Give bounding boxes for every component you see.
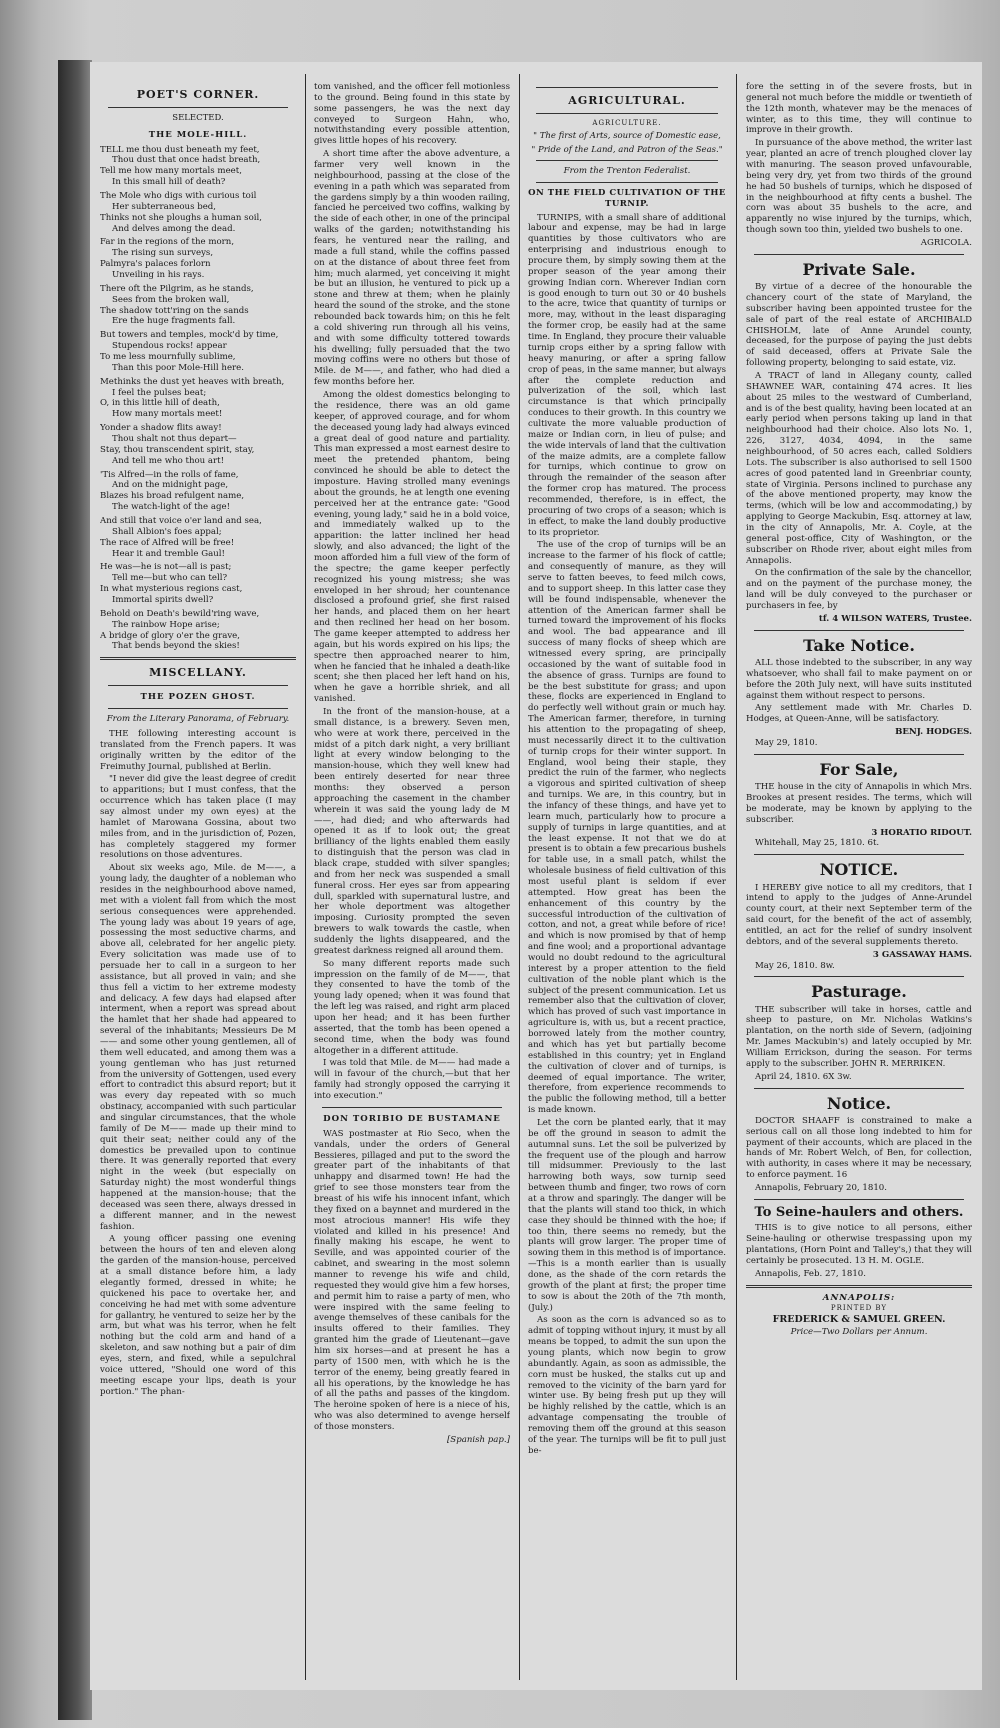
column-rule bbox=[519, 74, 520, 1680]
divider bbox=[746, 1285, 972, 1288]
notice-title: NOTICE. bbox=[819, 860, 899, 880]
poem-line: The shadow tott'ring on the sands bbox=[100, 305, 249, 316]
article-paragraph: The use of the crop of turnips will be an increase to the farmer of his flock of cattle; and consequently of manure, as they will serve to fatten beeves, to feed milch cows, and to support sheep. In this latter case they will be found indispensable, whenever the attention of the American farmer shall be turned toward the improvement of his flocks and wool. The bad appearance and ill success of many flocks of sheep which are witnessed every spring, are principally occasioned by the want of suitable food in the absence of grass. Turnips are found to be the best substitute for grass; and upon these, flocks are experienced in England to do perfectly well without grain or much hay. The American farmer, therefore, in turning his attention to the propagating of sheep, must necessarily direct it to the cultivation of turnip crops for their winter support. In England, wool being their staple, they predict the ruin of the farmer, who neglects a vigorous and spirited cultivation of sheep and turnips. We are, in this country, but in the infancy of these things, and have yet to learn much, particularly how to procure a supply of turnips in large quantities, and at the least expense. It not that we do at present is to obtain a few precarious bushels for table use, in a small patch, whilst the wholesale business of field cultivation of this most useful plant is seldom if ever attempted. How great has been the enhancement of this country by the successful introduction of the cultivation of cotton, and not, a great while before of rice! and which is now promised by that of hemp and fine wool; and a proportional advantage would no doubt redound to the agricultural interest by a proper attention to the field cultivation of the noble plant which is the subject of the present communication. Let us remember also that the cultivation of clover, which has proved of such vast importance in agriculture is, with us, but a recent practice, borrowed lately from the mother country, and which has yet but partially become established in this country; yet in England the cultivation of clover and of turnips, is deemed of equal importance. The writer, therefore, from experience recommends to the public the following method, till a better is made known. bbox=[528, 540, 726, 1116]
poem-line: Blazes his broad refulgent name, bbox=[100, 491, 245, 502]
story-paragraph: About six weeks ago, Mile. de M——, a young lady, the daughter of a nobleman who resides in the neighbourhood above named, met with a violent fall from which the most serious consequences were apprehended. The young lady was about 19 years of age, possessing the most seductive charms, and above all, celebrated for her angelic piety. Every solicitation was made use of to persuade her to call in a surgeon to her assistance, but all proved in vain; and she thus fell a victim to her extreme modesty and delicacy. A few days had elapsed after interment, when a report was spread about the hamlet that her shade had appeared to several of the inhabitants; Messieurs De M—— and some other young gentlemen, all of them well educated, and among them was a young gentleman who has just returned from the university of Gottengen, used every effort to contradict this absurd report; but it was every day repeated with so much obstinacy, accompanied with such particular and singular circumstances, that the whole family of De M—— made up their mind to quit their seat; neither could any of the domestics be prevailed upon to continue there. It was generally reported that every night in the week (but especially on Saturday night) the most wonderful things happened at the mansion-house; that the deceased was seen there, always dressed in a different manner, and in the newest fashion. bbox=[100, 863, 296, 1232]
poem-line: Her subterraneous bed, bbox=[112, 201, 217, 212]
article-paragraph: fore the setting in of the severe frosts, but in general not much before the middle or twentieth of the 12th month, whatever may be the menaces of winter, as to this time, they will continue to improve in their growth. bbox=[746, 82, 972, 136]
ad-text: A TRACT of land in Allegany county, called SHAWNEE WAR, containing 474 acres. It lies about 25 miles to the westward of Cumberland, and is of the best quality, having been located at an early period when persons taking up land in that neighbourhood had their choice. Also lots No. 1, 226, 3127, 4034, 4094, in the same neighbourhood, of 50 acres each, called Soldiers Lots. The subscriber is also authorised to sell 1500 acres of good patented land in Greenbriar county, state of Virginia. Persons inclined to purchase any of the above mentioned property, may know the terms, (which will be low and accommodating,) by applying to George Mackubin, Esq. attorney at law, in the city of Annapolis, Mr. A. Coyle, at the general post-office, City of Washington, or the subscriber on Rhode river, about eight miles from Annapolis. bbox=[746, 371, 972, 566]
story-paragraph: tom vanished, and the officer fell motionless to the ground. Being found in this state by some passengers, he was the next day conveyed to Surgeon Hahn, who, notwithstanding every possible attention, gives little hopes of his recovery. bbox=[314, 82, 510, 147]
divider bbox=[108, 685, 288, 686]
article-signature: AGRICOLA. bbox=[920, 238, 972, 249]
imprint-printers: FREDERICK & SAMUEL GREEN. bbox=[772, 1314, 946, 1326]
poem-line: Than this poor Mole-Hill here. bbox=[112, 362, 244, 373]
poem-line: In this small hill of death? bbox=[112, 177, 226, 188]
divider bbox=[754, 630, 964, 631]
story-paragraph: A young officer passing one evening between the hours of ten and eleven along the garden of the mansion-house, perceived at a small distance before him, a lady elegantly formed, dressed in white; he quickened his pace to overtake her, and conceiving he had met with some adventure for gallantry, he ventured to seize her by the arm, but what was his terror, when he felt nothing but the cold arm and hand of a skeleton, and saw nothing but a pair of dim eyes, stern, and fixed, while a sepulchral voice uttered, "Should one word of this meeting escape your lips, death is your portion." The phan- bbox=[100, 1234, 296, 1397]
ad-date: May 26, 1810. 8w. bbox=[755, 960, 835, 971]
article-paragraph: As soon as the corn is advanced so as to admit of topping without injury, it must by all means be topped, to admit the sun upon the young plants, which now begin to grow abundantly. Again, as soon as admissible, the corn must be husked, the stalks cut up and removed to the vicinity of the barn yard for winter use. By being fresh put up they will be highly relished by the cattle, which is an advantage compensating the trouble of removing them off the ground at this season of the year. The turnips will be fit to pull just be- bbox=[528, 1315, 726, 1456]
poem-line: A bridge of glory o'er the grave, bbox=[100, 630, 240, 641]
poem-line: Methinks the dust yet heaves with breath, bbox=[100, 376, 285, 387]
poem-line: And tell me who thou art! bbox=[112, 455, 225, 466]
take-notice-title: Take Notice. bbox=[803, 635, 915, 655]
divider bbox=[536, 160, 718, 161]
ad-text: I HEREBY give notice to all my creditors, that I intend to apply to the judges of Anne-Arundel county court, at their next September term of the said court, for the benefit of the act of assembly, entitled, an act for the relief of sundry insolvent debtors, and of the several supplements thereto. bbox=[746, 882, 972, 947]
poem bbox=[100, 145, 296, 653]
article-source: From the Trenton Federalist. bbox=[563, 166, 691, 177]
imprint-place: ANNAPOLIS: bbox=[822, 1292, 896, 1303]
column-3 bbox=[528, 82, 726, 1676]
pasturage-title: Pasturage. bbox=[811, 982, 907, 1002]
poem-line: Stupendous rocks! appear bbox=[112, 341, 227, 352]
imprint-printed-by: PRINTED BY bbox=[830, 1304, 888, 1313]
story-title: THE POZEN GHOST. bbox=[140, 692, 256, 703]
ad-date: April 24, 1810. 6X 3w. bbox=[755, 1071, 852, 1082]
poem-line: 'Tis Alfred—in the rolls of fame, bbox=[100, 469, 239, 480]
private-sale-title: Private Sale. bbox=[802, 259, 916, 279]
article-paragraph: TURNIPS, with a small share of additional labour and expense, may be had in large quantities by those cultivators who are enterprising and industrious enough to procure them, by simply sowing them at the proper season of the year among their growing Indian corn. Wherever Indian corn is good enough to turn out 30 or 40 bushels to the acre, twice that quantity of turnips or more, may, without in the least disparaging the former crop, be easily had at the same time. In England, they procure their valuable turnip crops either by a spring fallow with heavy manuring, or after a spring fallow crop of peas, in the same manner, but always after the complete reduction and pulverization of the soil, which last circumstance is that which principally conduces to their growth. In this country we cultivate the more valuable production of maize or Indian corn, in lieu of pulse; and the wide intervals of land that the cultivation of the maize admits, are a complete fallow for turnips, which continue to grow on through the remainder of the season after the former crop has matured. The process recommended, therefore, is in effect, the procuring of two crops of a season; which is in effect, to make the land doubly productive to its proprietor. bbox=[528, 212, 726, 538]
poem-line: O, in this little hill of death, bbox=[100, 398, 220, 409]
poem-line: And still that voice o'er land and sea, bbox=[100, 516, 262, 527]
poem-title: THE MOLE-HILL. bbox=[148, 129, 248, 140]
epigraph-line: " Pride of the Land, and Patron of the Seas." bbox=[531, 144, 723, 155]
poem-line: Hear it and tremble Gaul! bbox=[112, 548, 225, 559]
poem-line: Sees from the broken wall, bbox=[112, 294, 230, 305]
poem-line: Tell me—but who can tell? bbox=[112, 573, 228, 584]
ad-text: By virtue of a decree of the honourable the chancery court of the state of Maryland, the subscriber having been appointed trustee for the sale of part of the real estate of ARCHIBALD CHISHOLM, late of Anne Arundel county, deceased, for the purpose of paying the just debts of said deceased, offers at Private Sale the following property, belonging to said estate, viz. bbox=[746, 282, 972, 369]
poem-line: And on the midnight page, bbox=[112, 480, 229, 491]
story2-paragraph: WAS postmaster at Rio Seco, when the vandals, under the orders of General Bessieres, pillaged and put to the sword the greater part of the inhabitants of that unhappy and disarmed town! He had the grief to see those monsters tear from the breast of his wife his innocent infant, which they fixed on a baynnet and murdered in the most atrocious manner! His wife they violated and killed in his presence! And finally making his escape, he went to Seville, and was appointed courier of the cabinet, and swearing in the most solemn manner to revenge his wife and child, requested they would give him a few horses, and permit him to raise a party of men, who were inspired with the same feeling to avenge themselves of these canibals for the insults offered to their families. They granted him the grade of Lieutenant—gave him six horses—and at present he has a party of 1500 men, with which he is the terror of the enemy, being greatly feared in all his operations, by the knowledge he has of all the paths and passes of the kingdom. The heroine spoken of here is a niece of his, who was also determined to avenge herself of those monsters. bbox=[314, 1128, 510, 1432]
ad-signature: 3 HORATIO RIDOUT. bbox=[871, 827, 972, 838]
divider bbox=[754, 1088, 964, 1089]
poem-line: How many mortals meet! bbox=[112, 409, 223, 420]
story-source: From the Literary Panorama, of February. bbox=[106, 714, 290, 725]
for-sale-title: For Sale, bbox=[819, 759, 899, 779]
ad-date: May 29, 1810. bbox=[755, 738, 818, 749]
ad-signature: 3 GASSAWAY HAMS. bbox=[872, 949, 972, 960]
epigraph-label: AGRICULTURE. bbox=[592, 118, 662, 127]
imprint-price: Price—Two Dollars per Annum. bbox=[790, 1327, 928, 1338]
poem-line: Tell me how many mortals meet, bbox=[100, 166, 242, 177]
seine-title: To Seine-haulers and others. bbox=[754, 1204, 964, 1220]
story-paragraph: So many different reports made such impression on the family of de M——, that they consented to have the tomb of the young lady opened; when it was found that the left leg was raised, and right arm placed upon her head; and it has been further asserted, that the tomb has been opened a second time, when the body was found altogether in a different attitude. bbox=[314, 958, 510, 1056]
column-rule bbox=[305, 74, 306, 1680]
divider bbox=[536, 182, 718, 183]
poem-line: Far in the regions of the morn, bbox=[100, 237, 235, 248]
divider bbox=[108, 107, 288, 108]
story-paragraph: I was told that Mile. de M—— had made a will in favour of the church,—but that her family had strongly opposed the carrying it into execution." bbox=[314, 1058, 510, 1102]
poem-line: I feel the pulses beat; bbox=[112, 387, 207, 398]
poem-line: Ere the huge fragments fall. bbox=[112, 316, 236, 327]
divider bbox=[100, 657, 296, 660]
ad-text: On the confirmation of the sale by the chancellor, and on the payment of the purchase money, the land will be duly conveyed to the purchaser or purchasers in fee, by bbox=[746, 568, 972, 612]
divider bbox=[322, 1107, 502, 1108]
poem-line: Shall Albion's foes appal; bbox=[112, 526, 222, 537]
newspaper-page bbox=[90, 62, 982, 1690]
poem-line: To me less mournfully sublime, bbox=[100, 351, 236, 362]
poem-line: The rising sun surveys, bbox=[112, 248, 214, 259]
column-1 bbox=[100, 82, 296, 1676]
poem-line: Thinks not she ploughs a human soil, bbox=[100, 212, 262, 223]
agricultural-heading: AGRICULTURAL. bbox=[568, 94, 686, 107]
ad-text: THE subscriber will take in horses, cattle and sheep to pasture, on Mr. Nicholas Watkins's plantation, on the north side of Severn, (adjoining Mr. James Mackubin's) and lately occupied by Mr. William Errickson, during the season. For terms apply to the subscriber. JOHN R. MERRIKEN. bbox=[746, 1004, 972, 1069]
divider bbox=[536, 113, 718, 114]
poem-line: Unveiling in his rays. bbox=[112, 269, 205, 280]
ad-date: Annapolis, Feb. 27, 1810. bbox=[755, 1268, 866, 1279]
divider bbox=[754, 254, 964, 255]
story-paragraph: "I never did give the least degree of credit to apparitions; but I must confess, that the occurrence which has taken place (I may say almost under my own eyes) at the hamlet of Marowana Gossina, about two miles from, and in the jurisdiction of, Pozen, has completely staggered my former resolutions on those adventures. bbox=[100, 774, 296, 861]
divider bbox=[754, 754, 964, 755]
notice2-title: Notice. bbox=[826, 1093, 892, 1113]
ad-signature: tf. 4 WILSON WATERS, Trustee. bbox=[818, 613, 972, 624]
poem-line: Yonder a shadow flits away! bbox=[100, 423, 222, 434]
article-paragraph: Let the corn be planted early, that it may be off the ground in season to admit the autumnal suns. Let the soil be pulverized by the frequent use of the plough and harrow till midsummer. Previously to the last harrowing both ways, sow turnip seed between thumb and finger, two rows of corn at a throw and sparingly. The danger will be that the plants will stand too thick, in which case they should be thinned with the hoe; if too thin, there seems no remedy, but the plants will grow larger. The proper time of sowing them in this method is of importance.—This is a month earlier than is usually done, as the shade of the corn retards the growth of the plant at first; the proper time to sow is about the 20th of the 7th month, (July.) bbox=[528, 1117, 726, 1313]
divider bbox=[754, 854, 964, 855]
poem-line: The Mole who digs with curious toil bbox=[100, 190, 257, 201]
story-paragraph: THE following interesting account is translated from the French papers. It was originally written by the editor of the Freimuthy Journal, published at Berlin. bbox=[100, 728, 296, 772]
poem-line: In what mysterious regions cast, bbox=[100, 584, 243, 595]
selected-label: SELECTED. bbox=[172, 112, 224, 123]
story-paragraph: In the front of the mansion-house, at a small distance, is a brewery. Seven men, who were at work there, perceived in the midst of a pitch dark night, a very brilliant light at every window belonging to the mansion-house, which they well knew had been entirely deserted for near three months: they observed a person approaching the casement in the chamber wherein it was said the young lady de M——, had died; and who afterwards had opened it as if to look out; the great brilliancy of the lights enabled them easily to distinguish that the person was clad in black crape, studded with silver spangles; and from her neck was suspended a small funeral cross. Her eyes sar from appearing dull, sparkled with supernatural lustre, and her whole deportment was altogether imposing. Curiosity prompted the seven brewers to walk towards the castle, when suddenly the lights disappeared, and the greatest darkness reigned all around them. bbox=[314, 706, 510, 956]
poem-line: And delves among the dead. bbox=[112, 223, 236, 234]
article-title: ON THE FIELD CULTIVATION OF THE TURNIP. bbox=[528, 188, 726, 209]
column-2 bbox=[314, 82, 510, 1676]
ad-signature: BENJ. HODGES. bbox=[895, 727, 972, 738]
poem-line: He was—he is not—all is past; bbox=[100, 562, 232, 573]
poem-line: Behold on Death's bewild'ring wave, bbox=[100, 608, 260, 619]
poem-line: But towers and temples, mock'd by time, bbox=[100, 330, 279, 341]
poem-line: The race of Alfred will be free! bbox=[100, 537, 235, 548]
poem-line: Stay, thou transcendent spirit, stay, bbox=[100, 444, 255, 455]
poem-line: The rainbow Hope arise; bbox=[112, 619, 220, 630]
article-paragraph: In pursuance of the above method, the writer last year, planted an acre of trench ploughed clover lay with manuring. The season proved unfavourable, being very dry, yet from two thirds of the ground he had 50 bushels of turnips, which he disposed of in the neighbourhood at fifty cents a bushel. The corn was about 35 bushels to the acre, and apparently no wise injured by the turnips, which, though sown too thin, yielded two bushels to one. bbox=[746, 138, 972, 236]
poets-corner-heading: POET'S CORNER. bbox=[136, 88, 260, 101]
poem-line: Thou shalt not thus depart— bbox=[112, 434, 237, 444]
poem-line: Thou dust that once hadst breath, bbox=[112, 155, 261, 166]
story-paragraph: A short time after the above adventure, a farmer very well known in the neighbourhood, passing at the close of the evening in a path which was separated from the gardens simply by a thin wooden railing, fancied he perceived two coffins, walking by the side of each other, in one of the principal walks of the garden; notwithstanding his fears, he ventured near the railing, and made a full stand, while the coffins passed on at the distance of about three feet from him; much alarmed, yet conceiving it might be but an illusion, he ventured to pick up a stone and threw at them; when he plainly heard the sound of the stroke, and the stone rebounded back towards him; on this he felt a cold shivering run through all his veins, and with some difficulty tottered towards his dwelling; fully persuaded that the two moving coffins were no others but those of Mile. de M——, and father, who had died a few months before her. bbox=[314, 149, 510, 388]
source-tag: [Spanish pap.] bbox=[446, 1434, 510, 1445]
poem-line: Immortal spirits dwell? bbox=[112, 595, 214, 606]
story2-title: DON TORIBIO DE BUSTAMANE bbox=[323, 1113, 501, 1124]
poem-line: TELL me thou dust beneath my feet, bbox=[100, 144, 260, 155]
ad-text: THIS is to give notice to all persons, either Seine-hauling or otherwise trespassing upon my plantations, (Horn Point and Talley's,) that they will certainly be prosecuted. 13 H. M. OGLE. bbox=[746, 1223, 972, 1266]
ad-date: Whitehall, May 25, 1810. 6t. bbox=[755, 838, 880, 849]
divider bbox=[754, 1199, 964, 1200]
divider bbox=[108, 708, 288, 709]
poem-line: That bends beyond the skies! bbox=[112, 641, 240, 652]
epigraph-line: " The first of Arts, source of Domestic ease, bbox=[533, 130, 721, 141]
poem-line: Palmyra's palaces forlorn bbox=[100, 259, 211, 270]
poem-line: The watch-light of the age! bbox=[112, 502, 231, 513]
divider bbox=[754, 976, 964, 977]
miscellany-heading: MISCELLANY. bbox=[149, 666, 247, 680]
ad-text: DOCTOR SHAAFF is constrained to make a serious call on all those long indebted to him for payment of their accounts, which are placed in the hands of Mr. Robert Welch, of Ben, for collection, with authority, in cases where it may be necessary, to enforce payment. 16 bbox=[746, 1115, 972, 1181]
ad-text: THE house in the city of Annapolis in which Mrs. Brookes at present resides. The terms, which will be moderate, may be known by applying to the subscriber. bbox=[746, 782, 972, 825]
ad-text: Any settlement made with Mr. Charles D. Hodges, at Queen-Anne, will be satisfactory. bbox=[746, 703, 972, 725]
column-rule bbox=[736, 74, 737, 1680]
ad-date: Annapolis, February 20, 1810. bbox=[755, 1183, 887, 1194]
poem-line: There oft the Pilgrim, as he stands, bbox=[100, 283, 254, 294]
story-paragraph: Among the oldest domestics belonging to the residence, there was an old game keeper, of approved courage, and for whom the deceased young lady had always evinced a great deal of good nature and partiality. This man expressed a most earnest desire to meet the pretended phantom, being convinced he should be able to detect the imposture. Having strolled many evenings about the grounds, he at length one evening perceived her at the entrance gate: "Good evening, young lady," said he in a bold voice, and immediately walked up to the apparition: the latter inclined her head slowly, and also advanced; the light of the moon afforded him a full view of the form of the spectre; the game keeper perfectly recognized his young mistress; she was enveloped in her shroud; her countenance disclosed a profound grief, she first raised her hands, and placed them on her heart and then reclined her head on her bosom. The game keeper attempted to address her again, but his words expired on his lips; the spectre then approached nearer to him, when he fancied that he inhaled a death-like scent; she then placed her left hand on his, when he gave a horrible shriek, and all vanished. bbox=[314, 390, 510, 705]
ad-text: ALL those indebted to the subscriber, in any way whatsoever, who shall fail to make payment on or before the 20th July next, will have suits instituted against them without respect to persons. bbox=[746, 658, 972, 701]
divider bbox=[536, 87, 718, 88]
column-4 bbox=[746, 82, 972, 1676]
binding-edge bbox=[58, 60, 92, 1720]
